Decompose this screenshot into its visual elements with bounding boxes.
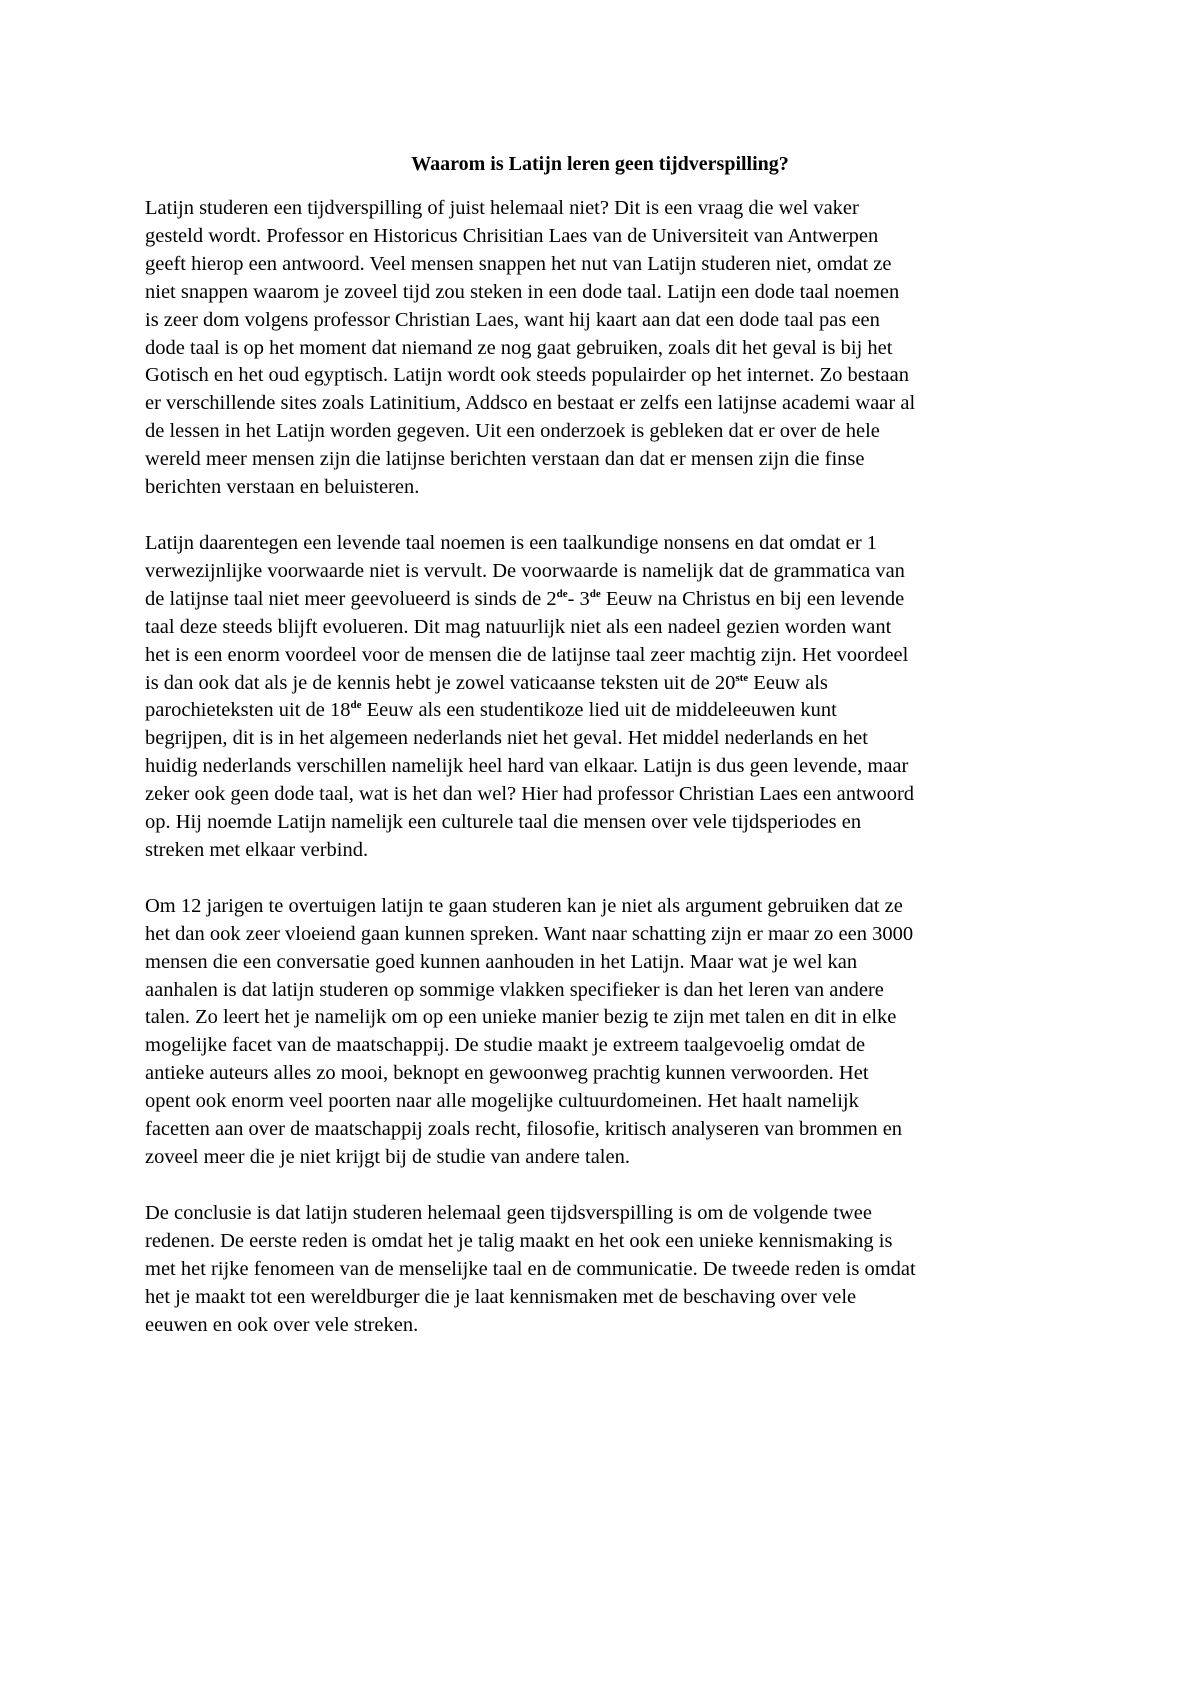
text-run: facetten aan over de maatschappij zoals recht, filosofie, kritisch analyseren van brommen en <box>145 1118 903 1141</box>
text-run: de lessen in het Latijn worden gegeven. Uit een onderzoek is gebleken dat er over de hele <box>145 420 880 443</box>
text-line <box>145 642 1055 670</box>
document-title: Waarom is Latijn leren geen tijdverspilling? <box>411 153 789 175</box>
text-line <box>145 921 1055 949</box>
text-run: De conclusie is dat latijn studeren helemaal geen tijdsverspilling is om de volgende twee <box>145 1201 872 1224</box>
text-run: is dan ook dat als je de kennis hebt je zowel vaticaanse teksten uit de 20 <box>145 671 736 694</box>
text-run: parochieteksten uit de 18 <box>145 699 351 722</box>
ordinal-superscript: de <box>556 587 568 600</box>
body-paragraph <box>145 1200 1055 1340</box>
ordinal-superscript: ste <box>735 671 749 684</box>
text-line <box>145 781 1055 809</box>
body-paragraph <box>145 893 1055 1172</box>
text-line <box>145 977 1055 1005</box>
text-run: - 3 <box>567 587 590 610</box>
text-line <box>145 1116 1055 1144</box>
text-run: Eeuw als een studentikoze lied uit de middeleeuwen kunt <box>361 699 837 722</box>
text-line <box>145 279 1055 307</box>
text-run: huidig nederlands verschillen namelijk heel hard van elkaar. Latijn is dus geen levende, maar <box>145 755 909 778</box>
text-run: zeker ook geen dode taal, wat is het dan wel? Hier had professor Christian Laes een antwoord <box>145 783 915 806</box>
ordinal-superscript: de <box>350 699 362 712</box>
text-line <box>145 1004 1055 1032</box>
text-run: aanhalen is dat latijn studeren op sommige vlakken specifieker is dan het leren van andere <box>145 978 884 1001</box>
text-line <box>145 1200 1055 1228</box>
text-line <box>145 223 1055 251</box>
document-body <box>145 150 1055 1367</box>
text-run: Om 12 jarigen te overtuigen latijn te gaan studeren kan je niet als argument gebruiken dat ze <box>145 894 903 917</box>
text-run: talen. Zo leert het je namelijk om op een unieke manier bezig te zijn met talen en dit in elke <box>145 1006 897 1029</box>
text-run: gesteld wordt. Professor en Historicus Chrisitian Laes van de Universiteit van Antwerpen <box>145 224 879 247</box>
text-line <box>145 697 1055 725</box>
text-line <box>145 195 1055 223</box>
text-run: berichten verstaan en beluisteren. <box>145 476 420 499</box>
text-run: er verschillende sites zoals Latinitium, Addsco en bestaat er zelfs een latijnse academi waar al <box>145 392 916 415</box>
text-line <box>145 893 1055 921</box>
text-line <box>145 586 1055 614</box>
text-run: opent ook enorm veel poorten naar alle mogelijke cultuurdomeinen. Het haalt namelijk <box>145 1090 859 1113</box>
text-line <box>145 1088 1055 1116</box>
paragraph-list <box>145 195 1055 1339</box>
text-line <box>145 809 1055 837</box>
text-run: mensen die een conversatie goed kunnen aanhouden in het Latijn. Maar wat je wel kan <box>145 950 858 973</box>
text-line <box>145 530 1055 558</box>
text-line <box>145 1032 1055 1060</box>
text-run: antieke auteurs alles zo mooi, beknopt en gewoonweg prachtig kunnen verwoorden. Het <box>145 1062 869 1085</box>
text-line <box>145 418 1055 446</box>
text-run: is zeer dom volgens professor Christian Laes, want hij kaart aan dat een dode taal pas een <box>145 308 880 331</box>
text-line <box>145 1060 1055 1088</box>
ordinal-superscript: de <box>589 587 601 600</box>
text-run: Eeuw als <box>748 671 828 694</box>
text-line <box>145 1256 1055 1284</box>
text-line <box>145 725 1055 753</box>
text-line <box>145 474 1055 502</box>
text-line <box>145 446 1055 474</box>
text-run: streken met elkaar verbind. <box>145 838 369 861</box>
text-line <box>145 335 1055 363</box>
text-run: het dan ook zeer vloeiend gaan kunnen spreken. Want naar schatting zijn er maar zo een 3000 <box>145 922 914 945</box>
text-run: met het rijke fenomeen van de menselijke taal en de communicatie. De tweede reden is omdat <box>145 1257 916 1280</box>
text-run: dode taal is op het moment dat niemand ze nog gaat gebruiken, zoals dit het geval is bij het <box>145 336 893 359</box>
text-run: Eeuw na Christus en bij een levende <box>600 587 905 610</box>
text-run: de latijnse taal niet meer geevolueerd is sinds de 2 <box>145 587 557 610</box>
text-run: op. Hij noemde Latijn namelijk een culturele taal die mensen over vele tijdsperiodes en <box>145 811 862 834</box>
text-line <box>145 307 1055 335</box>
text-run: Gotisch en het oud egyptisch. Latijn wordt ook steeds populairder op het internet. Zo bestaan <box>145 364 910 387</box>
text-line <box>145 1144 1055 1172</box>
text-run: geeft hierop een antwoord. Veel mensen snappen het nut van Latijn studeren niet, omdat ze <box>145 252 892 275</box>
text-run: Latijn daarentegen een levende taal noemen is een taalkundige nonsens en dat omdat er 1 <box>145 531 878 554</box>
text-line <box>145 670 1055 698</box>
text-run: taal deze steeds blijft evolueren. Dit mag natuurlijk niet als een nadeel gezien worden want <box>145 615 892 638</box>
text-line <box>145 614 1055 642</box>
text-line <box>145 558 1055 586</box>
text-run: het je maakt tot een wereldburger die je laat kennismaken met de beschaving over vele <box>145 1285 857 1308</box>
text-line <box>145 362 1055 390</box>
text-line <box>145 837 1055 865</box>
body-paragraph <box>145 195 1055 502</box>
text-run: niet snappen waarom je zoveel tijd zou steken in een dode taal. Latijn een dode taal noemen <box>145 280 900 303</box>
text-line <box>145 949 1055 977</box>
text-run: begrijpen, dit is in het algemeen nederlands niet het geval. Het middel nederlands en het <box>145 727 868 750</box>
text-line <box>145 753 1055 781</box>
text-line <box>145 1228 1055 1256</box>
text-run: redenen. De eerste reden is omdat het je talig maakt en het ook een unieke kennismaking is <box>145 1229 893 1252</box>
text-line <box>145 390 1055 418</box>
text-run: eeuwen en ook over vele streken. <box>145 1313 419 1336</box>
text-run: mogelijke facet van de maatschappij. De studie maakt je extreem taalgevoelig omdat de <box>145 1034 866 1057</box>
text-run: zoveel meer die je niet krijgt bij de studie van andere talen. <box>145 1146 630 1168</box>
text-run: Latijn studeren een tijdverspilling of juist helemaal niet? Dit is een vraag die wel vaker <box>145 197 859 219</box>
text-run: wereld meer mensen zijn die latijnse berichten verstaan dan dat er mensen zijn die finse <box>145 448 865 471</box>
text-run: verwezijnlijke voorwaarde niet is vervult. De voorwaarde is namelijk dat de grammatica van <box>145 559 905 582</box>
text-line <box>145 1312 1055 1340</box>
body-paragraph <box>145 530 1055 865</box>
text-line <box>145 251 1055 279</box>
text-line <box>145 1284 1055 1312</box>
text-run: het is een enorm voordeel voor de mensen die de latijnse taal zeer machtig zijn. Het voordeel <box>145 643 909 666</box>
